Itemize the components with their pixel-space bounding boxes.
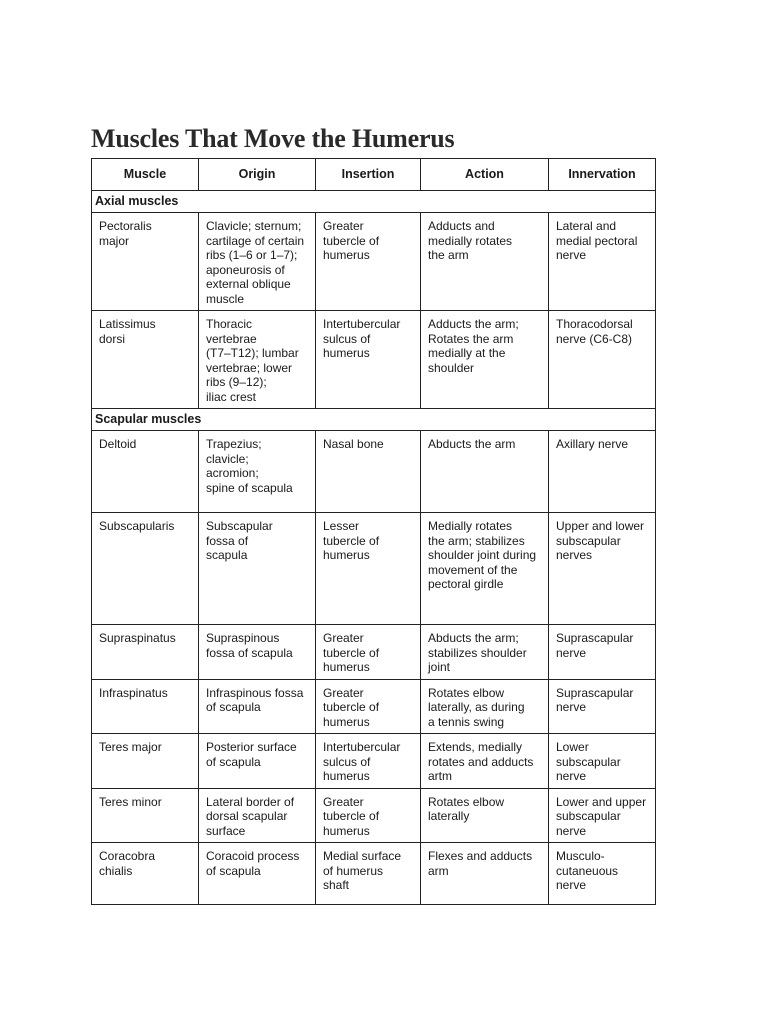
table-header-row [92, 159, 656, 191]
innervation-cell: Musculo- cutaneuous nerve [549, 843, 656, 905]
origin-cell: Subscapular fossa of scapula [199, 513, 316, 625]
muscle-cell: Teres major [92, 734, 199, 789]
innervation-cell: Lower subscapular nerve [549, 734, 656, 789]
insertion-cell: Intertubercular sulcus of humerus [316, 734, 421, 789]
action-cell: Rotates elbow laterally, as during a tennis swing [421, 679, 549, 734]
innervation-cell: Axillary nerve [549, 431, 656, 513]
insertion-cell: Nasal bone [316, 431, 421, 513]
muscle-cell: Teres minor [92, 788, 199, 843]
header-origin: Origin [199, 159, 316, 191]
action-cell: Flexes and adducts arm [421, 843, 549, 905]
muscle-cell: Subscapularis [92, 513, 199, 625]
section-label: Scapular muscles [92, 409, 656, 431]
action-cell: Abducts the arm [421, 431, 549, 513]
table-row [92, 513, 656, 625]
action-cell: Medially rotates the arm; stabilizes shoulder joint during movement of the pectoral girdle [421, 513, 549, 625]
innervation-cell: Lower and upper subscapular nerve [549, 788, 656, 843]
table-row [92, 734, 656, 789]
origin-cell: Trapezius; clavicle; acromion; spine of scapula [199, 431, 316, 513]
header-innervation: Innervation [549, 159, 656, 191]
table-row [92, 431, 656, 513]
table-row [92, 213, 656, 311]
insertion-cell: Intertubercular sulcus of humerus [316, 311, 421, 409]
muscles-table [91, 158, 656, 905]
table-row [92, 625, 656, 680]
table-row [92, 311, 656, 409]
insertion-cell: Greater tubercle of humerus [316, 625, 421, 680]
section-row [92, 191, 656, 213]
muscle-cell: Coracobra chialis [92, 843, 199, 905]
header-action: Action [421, 159, 549, 191]
action-cell: Adducts and medially rotates the arm [421, 213, 549, 311]
page-title: Muscles That Move the Humerus [91, 124, 455, 153]
origin-cell: Supraspinous fossa of scapula [199, 625, 316, 680]
muscle-cell: Pectoralis major [92, 213, 199, 311]
table-row [92, 843, 656, 905]
action-cell: Rotates elbow laterally [421, 788, 549, 843]
table-row [92, 679, 656, 734]
section-row [92, 409, 656, 431]
muscle-cell: Latissimus dorsi [92, 311, 199, 409]
table-row [92, 788, 656, 843]
action-cell: Extends, medially rotates and adducts artm [421, 734, 549, 789]
innervation-cell: Suprascapular nerve [549, 625, 656, 680]
origin-cell: Thoracic vertebrae (T7–T12); lumbar vertebrae; lower ribs (9–12); iliac crest [199, 311, 316, 409]
insertion-cell: Greater tubercle of humerus [316, 679, 421, 734]
header-muscle: Muscle [92, 159, 199, 191]
insertion-cell: Medial surface of humerus shaft [316, 843, 421, 905]
action-cell: Abducts the arm; stabilizes shoulder joint [421, 625, 549, 680]
innervation-cell: Suprascapular nerve [549, 679, 656, 734]
origin-cell: Posterior surface of scapula [199, 734, 316, 789]
muscle-cell: Deltoid [92, 431, 199, 513]
muscle-cell: Supraspinatus [92, 625, 199, 680]
muscle-cell: Infraspinatus [92, 679, 199, 734]
origin-cell: Clavicle; sternum; cartilage of certain ribs (1–6 or 1–7); aponeurosis of external oblique muscle [199, 213, 316, 311]
section-label: Axial muscles [92, 191, 656, 213]
insertion-cell: Greater tubercle of humerus [316, 788, 421, 843]
innervation-cell: Thoracodorsal nerve (C6-C8) [549, 311, 656, 409]
origin-cell: Infraspinous fossa of scapula [199, 679, 316, 734]
origin-cell: Lateral border of dorsal scapular surface [199, 788, 316, 843]
innervation-cell: Upper and lower subscapular nerves [549, 513, 656, 625]
header-insertion: Insertion [316, 159, 421, 191]
insertion-cell: Greater tubercle of humerus [316, 213, 421, 311]
table-body [92, 191, 656, 905]
insertion-cell: Lesser tubercle of humerus [316, 513, 421, 625]
origin-cell: Coracoid process of scapula [199, 843, 316, 905]
innervation-cell: Lateral and medial pectoral nerve [549, 213, 656, 311]
action-cell: Adducts the arm; Rotates the arm medially at the shoulder [421, 311, 549, 409]
